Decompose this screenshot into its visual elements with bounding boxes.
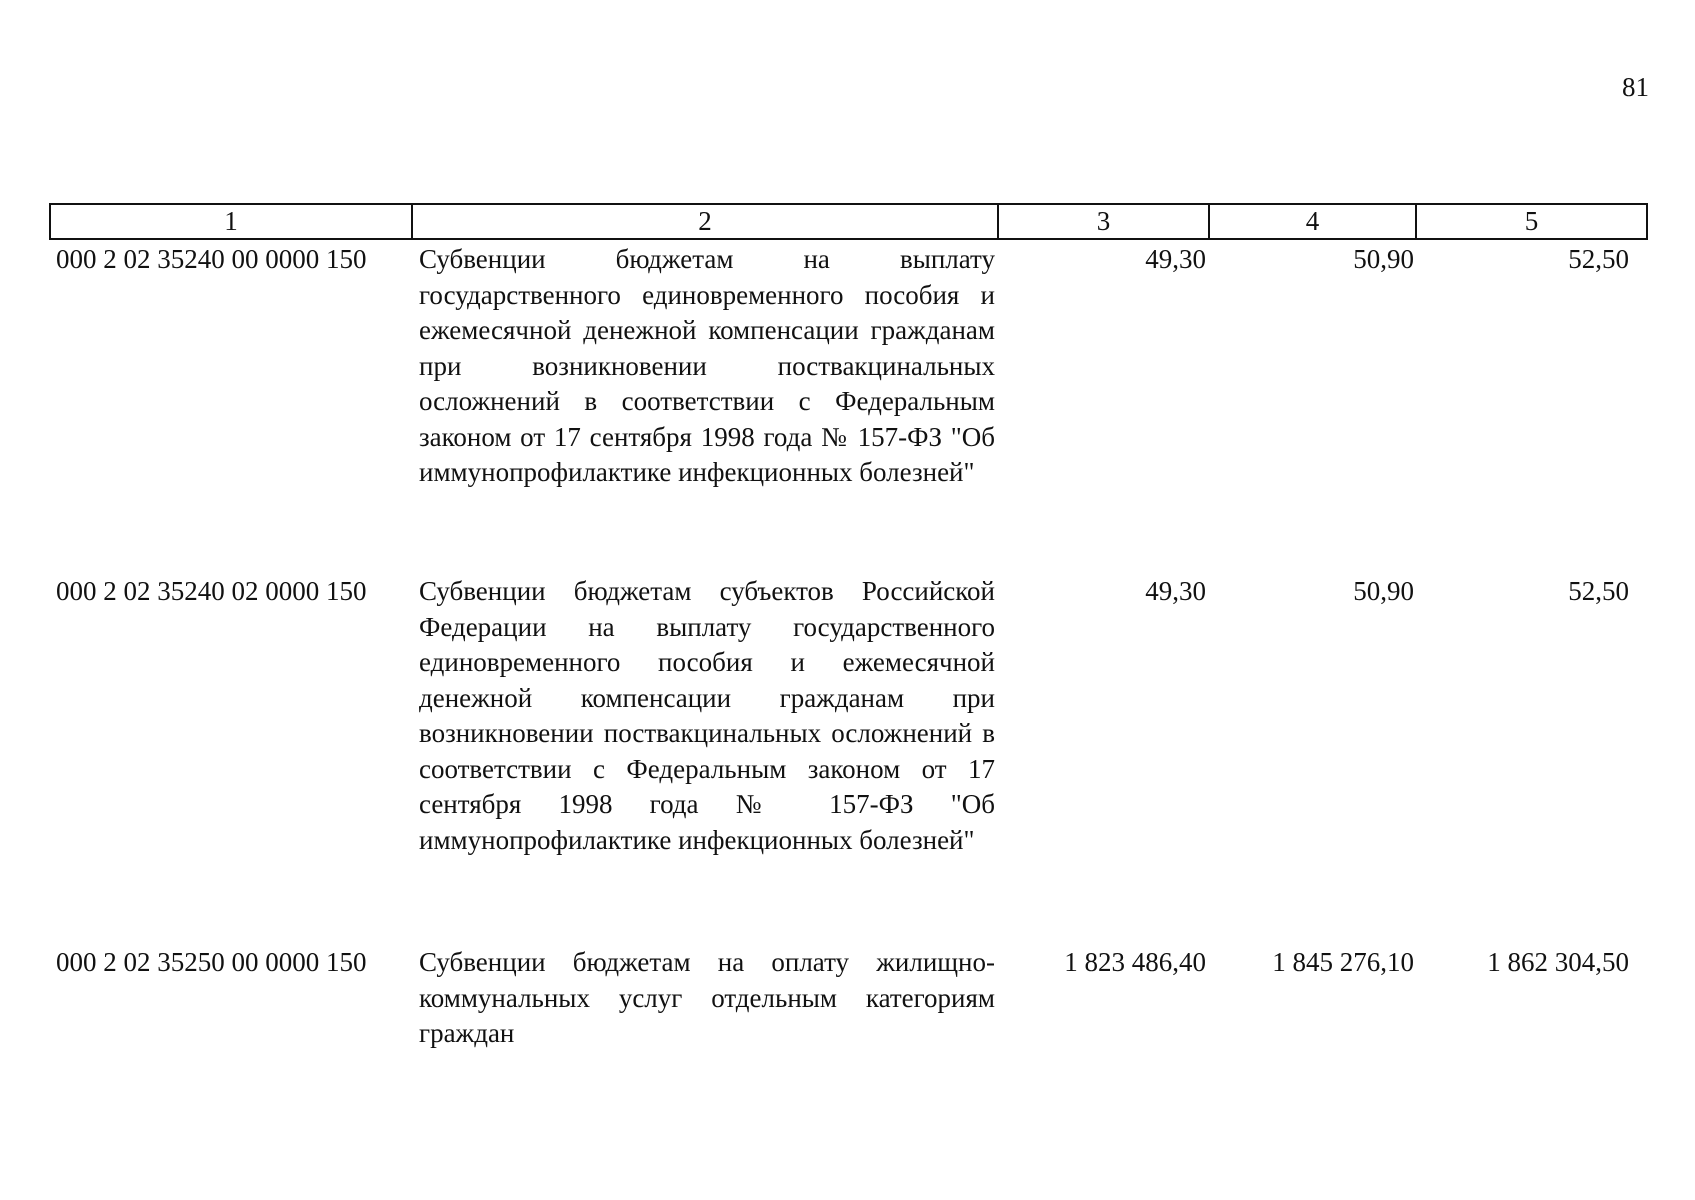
amount-col3: 49,30: [1145, 576, 1206, 606]
table-row: [50, 239, 1647, 572]
column-header-1: 1: [50, 204, 412, 239]
budget-code: 000 2 02 35250 00 0000 150: [56, 947, 367, 977]
amount-col3: 49,30: [1145, 244, 1206, 274]
table-header-row: [50, 204, 1647, 239]
budget-table: [49, 203, 1648, 1065]
table-row: [50, 943, 1647, 1065]
column-header-5: 5: [1416, 204, 1647, 239]
column-header-4: 4: [1209, 204, 1416, 239]
amount-col5: 52,50: [1568, 576, 1629, 606]
table-row: [50, 572, 1647, 943]
amount-col5: 52,50: [1568, 244, 1629, 274]
page-number: 81: [1622, 72, 1649, 102]
budget-code: 000 2 02 35240 02 0000 150: [56, 576, 367, 606]
budget-description: Субвенции бюджетам субъектов Российской Федерации на выплату государственного единовременного пособия и ежемесячной денежной компенсации гражданам при возникновении поствакцинальных осложнений в соответствии с Федеральным законом от 17 сентября 1998 года № 157-ФЗ "Об иммунопрофилактике инфекционных болезней": [419, 576, 995, 855]
amount-col3: 1 823 486,40: [1064, 947, 1206, 977]
amount-col5: 1 862 304,50: [1487, 947, 1629, 977]
budget-description: Субвенции бюджетам на выплату государственного единовременного пособия и ежемесячной денежной компенсации гражданам при возникновении поствакцинальных осложнений в соответствии с Федеральным законом от 17 сентября 1998 года № 157-ФЗ "Об иммунопрофилактике инфекционных болезней": [419, 244, 995, 487]
column-header-3: 3: [998, 204, 1209, 239]
amount-col4: 50,90: [1353, 576, 1414, 606]
column-header-2: 2: [412, 204, 998, 239]
amount-col4: 1 845 276,10: [1272, 947, 1414, 977]
budget-description: Субвенции бюджетам на оплату жилищно-коммунальных услуг отдельным категориям граждан: [419, 947, 995, 1048]
budget-code: 000 2 02 35240 00 0000 150: [56, 244, 367, 274]
amount-col4: 50,90: [1353, 244, 1414, 274]
